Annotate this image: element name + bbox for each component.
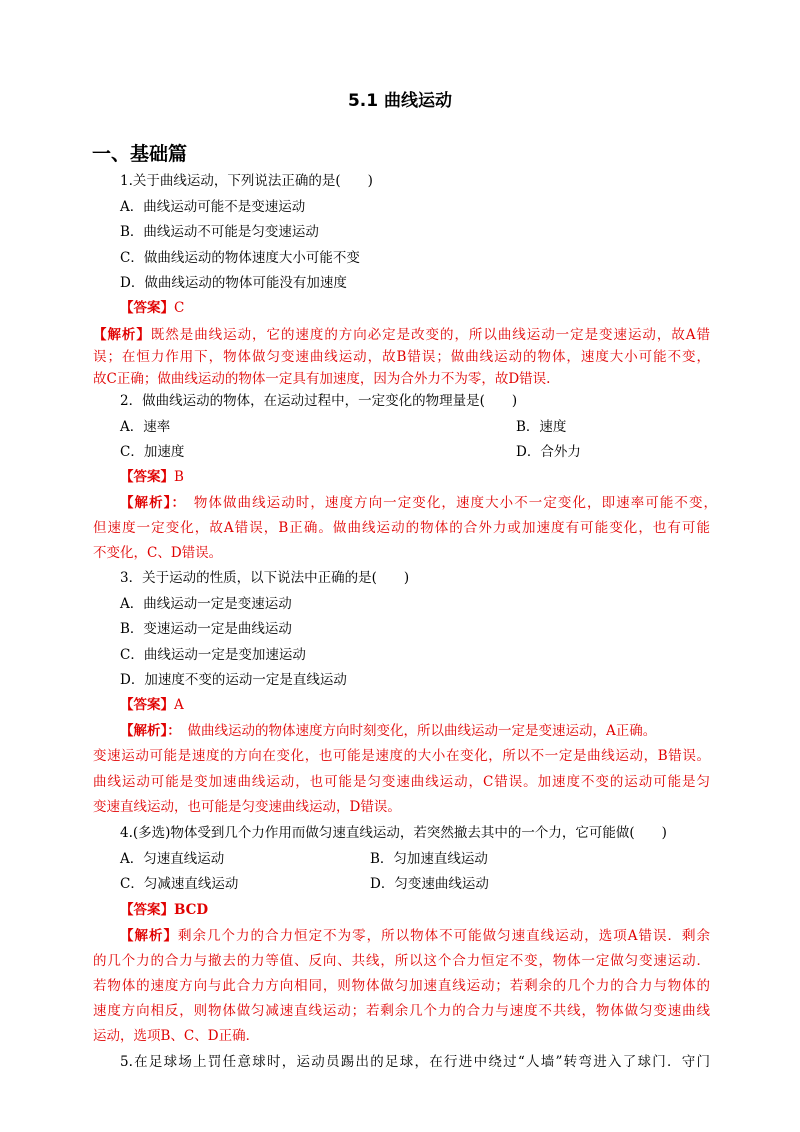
- q4-analysis-line4: 速度方向相反，则物体做匀减速直线运动；若剩余几个力的合力与速度不共线，物体做匀变速曲线: [93, 1003, 710, 1019]
- q1-option-a: A．曲线运动可能不是变速运动: [120, 199, 306, 215]
- q2-answer: 【答案】B: [120, 469, 184, 485]
- q2-option-row-2: [120, 443, 581, 461]
- q1-analysis-line3: 故C正确；做曲线运动的物体一定具有加速度，因为合外力不为零，故D错误.: [93, 371, 551, 387]
- analysis-label: 【解析】: [93, 327, 151, 343]
- q4-answer: 【答案】BCD: [120, 902, 209, 918]
- q4-option-row-2: [120, 875, 489, 893]
- page-title: 5.1 曲线运动: [347, 91, 453, 111]
- q2-analysis-line1: 【解析】： 物体做曲线运动时，速度方向一定变化，速度大小不一定变化，即速率可能不变，: [120, 495, 718, 511]
- q3-option-c: C．曲线运动一定是变加速运动: [120, 647, 306, 663]
- q3-analysis-line2: 变速运动可能是速度的方向在变化，也可能是速度的大小在变化，所以不一定是曲线运动，B错误。: [93, 748, 710, 764]
- q1-option-d: D．做曲线运动的物体可能没有加速度: [120, 275, 347, 291]
- q4-option-row-1: [120, 850, 488, 868]
- q3-analysis-line4: 变速直线运动，也可能是匀变速曲线运动，D错误。: [93, 799, 401, 815]
- q2-analysis-line2: 但速度一定变化，故A错误，B正确。做曲线运动的物体的合外力或加速度有可能变化，也有可能: [93, 520, 710, 536]
- q4-analysis-line1: 【解析】剩余几个力的合力恒定不为零，所以物体不可能做匀速直线运动，选项A错误．剩余: [120, 928, 711, 944]
- answer-label: 【答案】: [120, 300, 174, 316]
- q1-option-b: B．曲线运动不可能是匀变速运动: [120, 224, 319, 240]
- q3-option-b: B．变速运动一定是曲线运动: [120, 621, 292, 637]
- q3-analysis-line1: 【解析】： 做曲线运动的物体速度方向时刻变化，所以曲线运动一定是变速运动，A正确。: [120, 723, 657, 739]
- q5-stem: 5.在足球场上罚任意球时，运动员踢出的足球，在行进中绕过“人墙”转弯进入了球门．守门: [120, 1054, 710, 1070]
- q1-stem: 1.关于曲线运动，下列说法正确的是( ): [120, 173, 373, 189]
- q2-analysis-line3: 不变化，C、D错误。: [93, 545, 223, 561]
- q1-answer: [120, 299, 184, 317]
- q2-option-c: C．加速度: [120, 444, 185, 460]
- q3-analysis-line3: 曲线运动可能是变加速曲线运动，也可能是匀变速曲线运动，C错误。加速度不变的运动可能是匀: [93, 774, 710, 790]
- q3-stem: 3．关于运动的性质，以下说法中正确的是( ): [120, 570, 410, 586]
- q1-analysis-line2: 误；在恒力作用下，物体做匀变速曲线运动，故B错误；做曲线运动的物体，速度大小可能不变，: [93, 349, 710, 365]
- q3-option-a: A．曲线运动一定是变速运动: [120, 596, 292, 612]
- q3-answer: 【答案】A: [120, 697, 184, 713]
- section-heading: 一、基础篇: [92, 143, 188, 165]
- q1-option-c: C．做曲线运动的物体速度大小可能不变: [120, 250, 360, 266]
- q1-answer-value: C: [174, 300, 185, 316]
- q4-analysis-line3: 若物体的速度方向与此合力方向相同，则物体做匀加速直线运动；若剩余的几个力的合力与物体的: [93, 978, 710, 994]
- q1-analysis-line1: 【解析】既然是曲线运动，它的速度的方向必定是改变的，所以曲线运动一定是变速运动，故A错: [93, 327, 711, 343]
- q3-option-d: D．加速度不变的运动一定是直线运动: [120, 672, 347, 688]
- q2-stem: 2．做曲线运动的物体，在运动过程中，一定变化的物理量是( ): [120, 393, 518, 409]
- q2-option-row-1: [120, 418, 567, 436]
- q2-option-d: D．合外力: [516, 444, 581, 460]
- q4-stem: 4.(多选)物体受到几个力作用而做匀速直线运动，若突然撤去其中的一个力，它可能做( ): [120, 825, 667, 841]
- q2-option-a: A．速率: [120, 419, 171, 435]
- q4-option-b: B．匀加速直线运动: [370, 851, 488, 867]
- q4-analysis-line5: 运动，选项B、C、D正确．: [93, 1028, 260, 1044]
- q2-option-b: B．速度: [516, 419, 567, 435]
- q4-option-d: D．匀变速曲线运动: [370, 876, 489, 892]
- q4-option-a: A．匀速直线运动: [120, 851, 225, 867]
- q4-option-c: C．匀减速直线运动: [120, 876, 239, 892]
- q4-analysis-line2: 的几个力的合力与撤去的力等值、反向、共线，所以这个合力恒定不变，物体一定做匀变速运动．: [93, 953, 710, 969]
